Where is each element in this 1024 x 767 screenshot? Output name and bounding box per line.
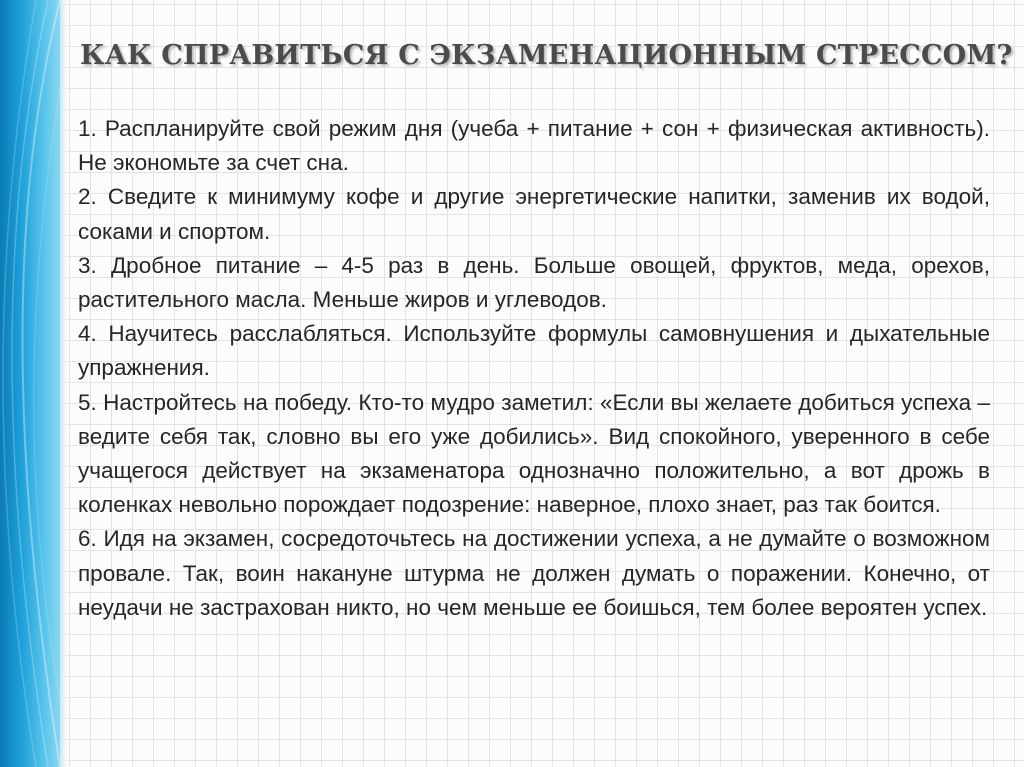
list-item-1: 1. Распланируйте свой режим дня (учеба + питание + сон + физическая активность). Не экономьте за счет сна. bbox=[78, 116, 990, 176]
list-item-3: 3. Дробное питание – 4-5 раз в день. Больше овощей, фруктов, меда, орехов, растительного масла. Меньше жиров и углеводов. bbox=[78, 252, 990, 313]
slide-title: КАК СПРАВИТЬСЯ С ЭКЗАМЕНАЦИОННЫМ СТРЕССОМ? bbox=[80, 40, 1013, 71]
slide-content bbox=[78, 112, 990, 625]
list-item-6: 6. Идя на экзамен, сосредоточьтесь на достижении успеха, а не думайте о возможном провале. Так, воин накануне штурма не должен думать о поражении. Конечно, от неудачи не застрахован никто, но чем меньше ее боишься, тем более вероятен успех. bbox=[78, 526, 990, 620]
decorative-side-band bbox=[0, 0, 60, 767]
side-band-edge bbox=[60, 0, 66, 767]
list-item-2: 2. Сведите к минимуму кофе и другие энергетические напитки, заменив их водой, соками и спортом. bbox=[78, 184, 990, 244]
side-band-curves bbox=[0, 0, 60, 767]
list-item-5: 5. Настройтесь на победу. Кто-то мудро заметил: «Если вы желаете добиться успеха – ведите себя так, словно вы его уже добились». Вид спокойного, уверенного в себе учащегося действует на экзаменатора однозначно положительно, а вот дрожь в коленках невольно порождает подозрение: наверное, плохо знает, раз так боится. bbox=[78, 389, 990, 518]
list-item-4: 4. Научитесь расслабляться. Используйте формулы самовнушения и дыхательные упражнения. bbox=[78, 321, 990, 381]
